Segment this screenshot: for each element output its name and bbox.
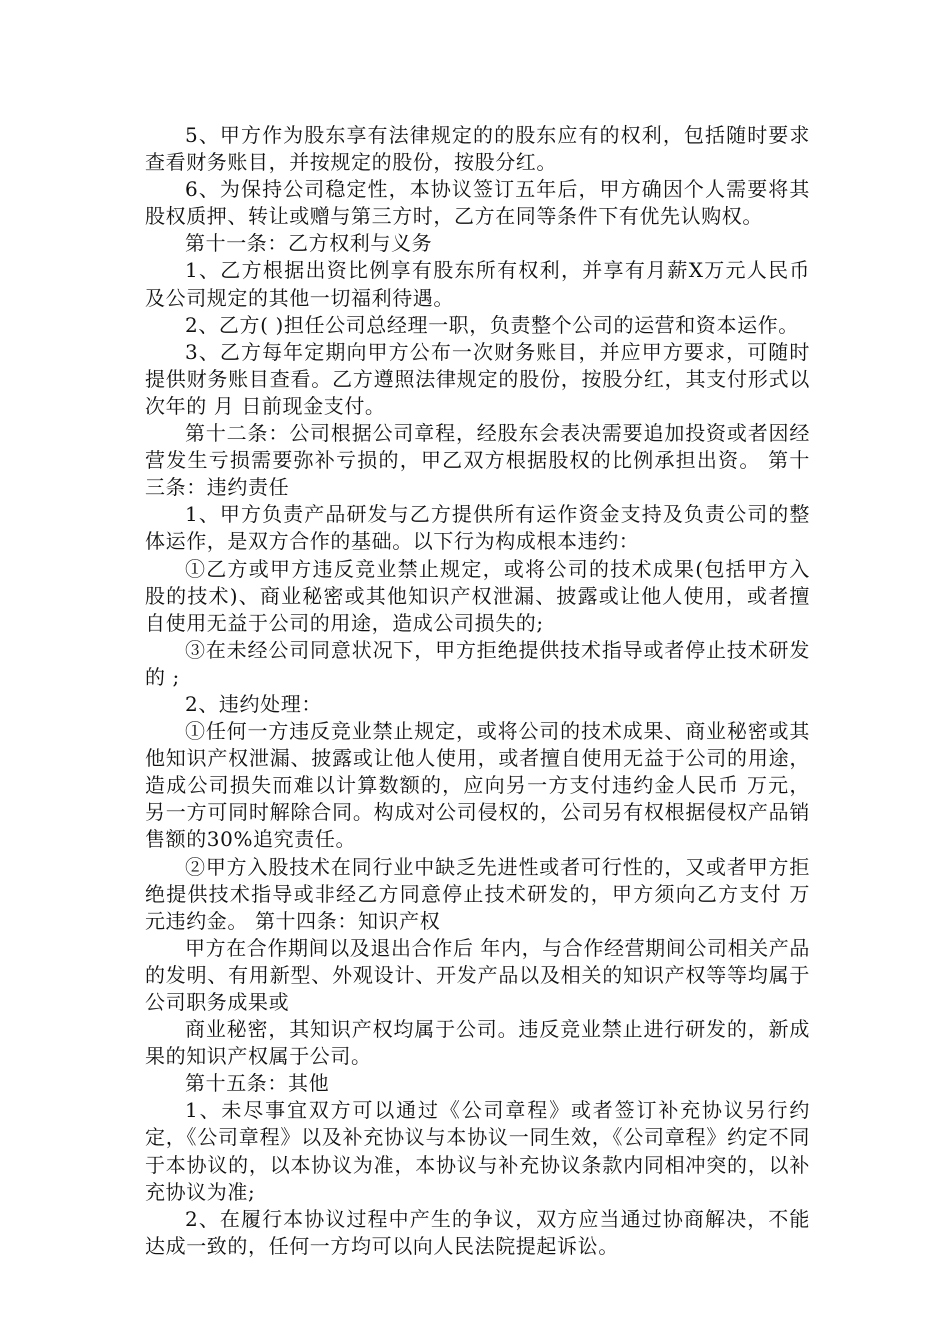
paragraph-fundamental-breach: 1、甲方负责产品研发与乙方提供所有运作资金支持及负责公司的整体运作，是双方合作的基础。以下行为构成根本违约： xyxy=(145,502,810,554)
paragraph-ip-ownership: 商业秘密，其知识产权均属于公司。违反竞业禁止进行研发的，新成果的知识产权属于公司。 xyxy=(145,1017,810,1069)
paragraph-breach-item-1: ①乙方或甲方违反竞业禁止规定，或将公司的技术成果(包括甲方入股的技术)、商业秘密或其他知识产权泄漏、披露或让他人使用，或者擅自使用无益于公司的用途，造成公司损失的; xyxy=(145,556,810,635)
paragraph-handling-item-2: ②甲方入股技术在同行业中缺乏先进性或者可行性的，又或者甲方拒绝提供技术指导或非经乙方同意停止技术研发的，甲方须向乙方支付 万元违约金。 第十四条：知识产权 xyxy=(145,854,810,933)
paragraph-party-b-salary: 1、乙方根据出资比例享有股东所有权利，并享有月薪X万元人民币及公司规定的其他一切福利待遇。 xyxy=(145,258,810,310)
paragraph-handling-item-1: ①任何一方违反竞业禁止规定，或将公司的技术成果、商业秘密或其他知识产权泄漏、披露或让他人使用，或者擅自使用无益于公司的用途，造成公司损失而难以计算数额的，应向另一方支付违约金人民币 万元，另一方可同时解除合同。构成对公司侵权的，公司另有权根据侵权产品销售额的30%追究责任。 xyxy=(145,719,810,852)
heading-breach-handling: 2、违约处理： xyxy=(185,691,322,716)
paragraph-general-manager: 2、乙方( )担任公司总经理一职，负责整个公司的运营和资本运作。 xyxy=(185,312,799,337)
paragraph-ip-scope: 甲方在合作期间以及退出合作后 年内，与合作经营期间公司相关产品的发明、有用新型、外观设计、开发产品以及相关的知识产权等等均属于公司职务成果或 xyxy=(145,935,810,1014)
paragraph-financial-disclosure: 3、乙方每年定期向甲方公布一次财务账目，并应甲方要求，可随时提供财务账目查看。乙方遵照法律规定的股份，按股分红，其支付形式以次年的 月 日前现金支付。 xyxy=(145,339,810,418)
paragraph-preemptive-right: 6、为保持公司稳定性，本协议签订五年后，甲方确因个人需要将其股权质押、转让或赠与第三方时，乙方在同等条件下有优先认购权。 xyxy=(145,177,810,229)
paragraph-supplementary: 1、未尽事宜双方可以通过《公司章程》或者签订补充协议另行约定，《公司章程》以及补充协议与本协议一同生效，《公司章程》约定不同于本协议的，以本协议为准，本协议与补充协议条款内同相冲突的，以补充协议为准; xyxy=(145,1098,810,1204)
paragraph-breach-item-3: ③在未经公司同意状况下，甲方拒绝提供技术指导或者停止技术研发的 ; xyxy=(145,637,810,689)
paragraph-dispute: 2、在履行本协议过程中产生的争议，双方应当通过协商解决，不能达成一致的，任何一方均可以向人民法院提起诉讼。 xyxy=(145,1206,810,1258)
document-body xyxy=(145,122,810,1260)
paragraph-article-12-13: 第十二条：公司根据公司章程，经股东会表决需要追加投资或者因经营发生亏损需要弥补亏损的，甲乙双方根据股权的比例承担出资。 第十三条：违约责任 xyxy=(145,421,810,500)
paragraph-shareholder-rights: 5、甲方作为股东享有法律规定的的股东应有的权利，包括随时要求查看财务账目，并按规定的股份，按股分红。 xyxy=(145,123,810,175)
heading-article-15: 第十五条：其他 xyxy=(185,1071,330,1096)
heading-article-11: 第十一条：乙方权利与义务 xyxy=(185,231,433,256)
